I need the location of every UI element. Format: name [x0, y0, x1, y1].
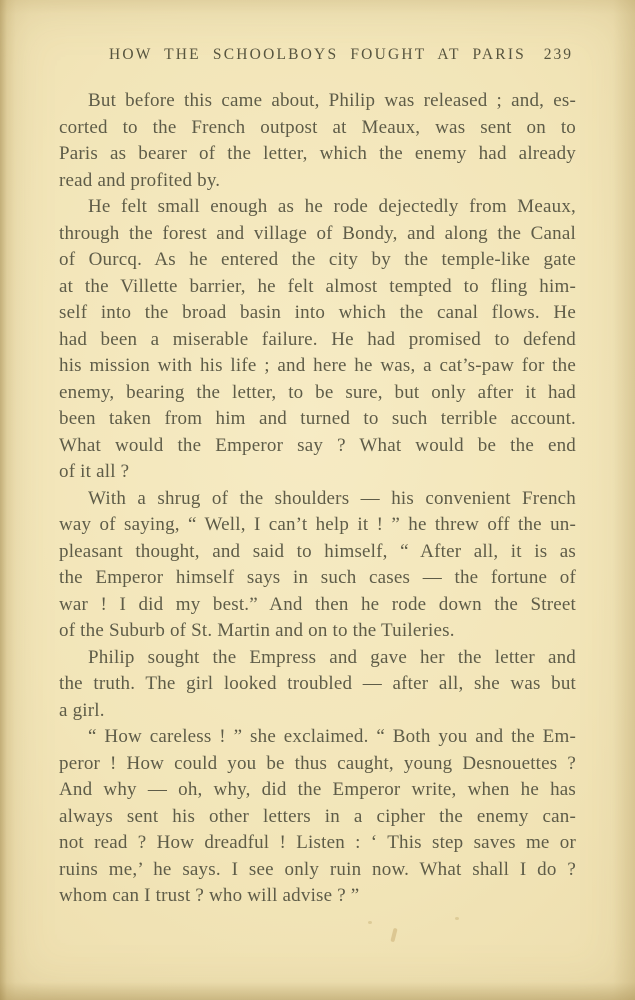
page-number: 239: [543, 46, 573, 63]
text-line: had been a miserable failure. He had promised to defend: [59, 328, 576, 350]
text-line: a girl.: [59, 699, 105, 721]
text-line: at the Villette barrier, he felt almost tempted to fling him-: [59, 275, 576, 297]
text-line: of the Suburb of St. Martin and on to the Tuileries.: [59, 620, 455, 641]
text-line: peror ! How could you be thus caught, young Desnouettes ?: [59, 752, 576, 774]
text-line: read and profited by.: [59, 169, 221, 191]
paragraph: [59, 88, 576, 194]
text-line: What would the Emperor say ? What would be the end: [59, 434, 576, 456]
text-line: Philip sought the Empress and gave her the letter and: [88, 646, 576, 668]
text-line: “ How careless ! ” she exclaimed. “ Both you and the Em-: [88, 726, 576, 747]
paragraph: [59, 724, 576, 910]
paragraph: [59, 645, 576, 725]
text-line: not read ? How dreadful ! Listen : ‘ This step saves me or: [59, 832, 576, 853]
text-line: of it all ?: [59, 461, 130, 482]
text-line: always sent his other letters in a cipher the enemy can-: [59, 805, 576, 827]
text-line: pleasant thought, and said to himself, “ After all, it is as: [59, 540, 576, 562]
text-line: his mission with his life ; and here he was, a cat’s-paw for the: [59, 355, 576, 376]
text-line: Paris as bearer of the letter, which the enemy had already: [59, 143, 576, 164]
paper-speck: [455, 917, 459, 920]
text-line: the truth. The girl looked troubled — after all, she was but: [59, 673, 576, 694]
paper-smudge: [390, 928, 397, 943]
text-line: But before this came about, Philip was released ; and, es-: [88, 90, 576, 111]
page-text: [59, 88, 576, 910]
paper-speck: [368, 921, 372, 924]
text-line: corted to the French outpost at Meaux, was sent on to: [59, 116, 576, 138]
text-line: the Emperor himself says in such cases — the fortune of: [59, 567, 576, 588]
paragraph: [59, 486, 576, 645]
text-line: whom can I trust ? who will advise ? ”: [59, 885, 360, 906]
paragraph: [59, 194, 576, 486]
text-line: war ! I did my best.” And then he rode down the Street: [59, 593, 576, 615]
text-line: self into the broad basin into which the canal flows. He: [59, 302, 576, 323]
text-line: been taken from him and turned to such terrible account.: [59, 408, 576, 429]
text-line: of Ourcq. As he entered the city by the temple-like gate: [59, 249, 576, 270]
running-head-title: HOW THE SCHOOLBOYS FOUGHT AT PARIS: [108, 46, 527, 63]
text-line: With a shrug of the shoulders — his convenient French: [88, 487, 576, 509]
text-line: way of saying, “ Well, I can’t help it ! ” he threw off the un-: [59, 514, 576, 535]
text-line: enemy, bearing the letter, to be sure, but only after it had: [59, 381, 576, 403]
text-line: He felt small enough as he rode dejectedly from Meaux,: [88, 196, 576, 217]
text-line: through the forest and village of Bondy, and along the Canal: [59, 222, 576, 244]
text-line: ruins me,’ he says. I see only ruin now. What shall I do ?: [59, 858, 576, 880]
page-header: [60, 46, 575, 67]
text-line: And why — oh, why, did the Emperor write, when he has: [59, 779, 576, 800]
